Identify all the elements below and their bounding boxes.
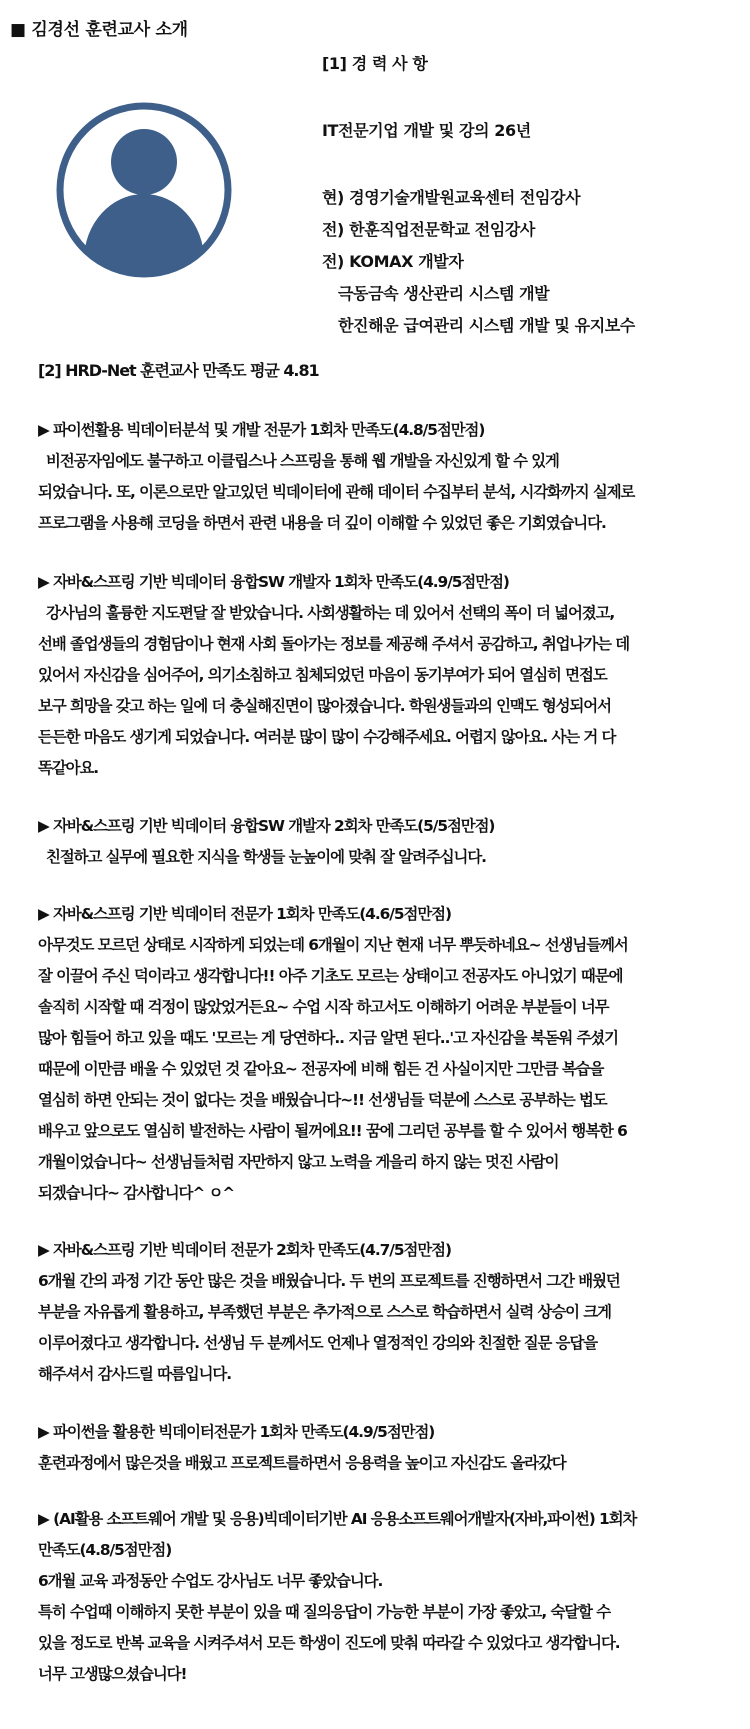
review-line: 있어서 자신감을 심어주어, 의기소침하고 침체되었던 마음이 동기부여가 되어 열심히 면접도 — [38, 666, 607, 684]
review-line: 든든한 마음도 생기게 되었습니다. 여러분 많이 많이 수강해주세요. 어렵지 않아요. 사는 거 다 — [38, 728, 616, 746]
review-line: 강사님의 훌륭한 지도편달 잘 받았습니다. 사회생활하는 데 있어서 선택의 폭이 더 넓어졌고, — [46, 604, 615, 622]
review-line: 친절하고 실무에 필요한 지식을 학생들 눈높이에 맞춰 잘 알려주십니다. — [46, 848, 486, 866]
review-line: 해주셔서 감사드릴 따름입니다. — [38, 1365, 232, 1383]
review-line: 때문에 이만큼 배울 수 있었던 것 같아요~ 전공자에 비해 힘든 건 사실이지만 그만큼 복습을 — [38, 1060, 604, 1078]
review-header: ▶ 자바&스프링 기반 빅데이터 전문가 2회차 만족도(4.7/5점만점) — [38, 1241, 451, 1259]
review-line: 훈련과정에서 많은것을 배웠고 프로젝트를하면서 응용력을 높이고 자신감도 올라갔다 — [38, 1454, 566, 1472]
review-line: 6개월 간의 과정 기간 동안 많은 것을 배웠습니다. 두 번의 프로젝트를 진행하면서 그간 배웠던 — [38, 1272, 620, 1290]
career-heading: [1] 경 력 사 항 — [322, 54, 428, 73]
review-header: ▶ 자바&스프링 기반 빅데이터 융합SW 개발자 2회차 만족도(5/5점만점) — [38, 817, 495, 835]
career-item: 현) 경영기술개발원교육센터 전임강사 — [322, 188, 581, 207]
review-line: 있을 정도로 반복 교육을 시켜주셔서 모든 학생이 진도에 맞춰 따라갈 수 있었다고 생각합니다. — [38, 1634, 620, 1652]
person-icon — [54, 100, 234, 280]
career-item: 전) KOMAX 개발자 — [322, 252, 464, 271]
review-header: ▶ (AI활용 소프트웨어 개발 및 응용)빅데이터기반 AI 응용소프트웨어개발자(자바,파이썬) 1회차 — [38, 1510, 637, 1528]
review-line: 특히 수업때 이해하지 못한 부분이 있을 때 질의응답이 가능한 부분이 가장 좋았고, 숙달할 수 — [38, 1603, 611, 1621]
review-line: 많아 힘들어 하고 있을 때도 '모르는 게 당연하다.. 지금 알면 된다..'고 자신감을 북돋워 주셨기 — [38, 1029, 618, 1047]
review-line: 보구 희망을 갖고 하는 일에 더 충실해진면이 많아졌습니다. 학원생들과의 인맥도 형성되어서 — [38, 697, 611, 715]
review-line: 배우고 앞으로도 열심히 발전하는 사람이 될꺼에요!! 꿈에 그리던 공부를 할 수 있어서 행복한 6 — [38, 1122, 627, 1140]
career-subitem: 극동금속 생산관리 시스템 개발 — [338, 284, 550, 303]
review-line: 선배 졸업생들의 경험담이나 현재 사회 돌아가는 정보를 제공해 주셔서 공감하고, 취업나가는 데 — [38, 635, 630, 653]
review-line: 똑같아요. — [38, 759, 99, 777]
review-line: 부분을 자유롭게 활용하고, 부족했던 부분은 추가적으로 스스로 학습하면서 실력 상승이 크게 — [38, 1303, 611, 1321]
review-line: 너무 고생많으셨습니다! — [38, 1665, 187, 1683]
career-subitem: 한진해운 급여관리 시스템 개발 및 유지보수 — [338, 316, 635, 335]
review-line: 아무것도 모르던 상태로 시작하게 되었는데 6개월이 지난 현재 너무 뿌듯하네요~ 선생님들께서 — [38, 936, 628, 954]
review-line: 되겠습니다~ 감사합니다^ ㅇ^ — [38, 1184, 235, 1202]
review-header: ▶ 자바&스프링 기반 빅데이터 융합SW 개발자 1회차 만족도(4.9/5점만점) — [38, 573, 509, 591]
review-line: 잘 이끌어 주신 덕이라고 생각합니다!! 아주 기초도 모르는 상태이고 전공자도 아니었기 때문에 — [38, 967, 623, 985]
review-line: 프로그램을 사용해 코딩을 하면서 관련 내용을 더 깊이 이해할 수 있었던 좋은 기회였습니다. — [38, 514, 606, 532]
review-header: ▶ 파이썬을 활용한 빅데이터전문가 1회차 만족도(4.9/5점만점) — [38, 1423, 435, 1441]
review-line: 비전공자임에도 불구하고 이클립스나 스프링을 통해 웹 개발을 자신있게 할 수 있게 — [46, 452, 559, 470]
review-line: 열심히 하면 안되는 것이 없다는 것을 배웠습니다~!! 선생님들 덕분에 스스로 공부하는 법도 — [38, 1091, 607, 1109]
career-item: 전) 한훈직업전문학교 전임강사 — [322, 220, 535, 239]
review-header: ▶ 파이썬활용 빅데이터분석 및 개발 전문가 1회차 만족도(4.8/5점만점) — [38, 421, 485, 439]
review-header: ▶ 자바&스프링 기반 빅데이터 전문가 1회차 만족도(4.6/5점만점) — [38, 905, 451, 923]
review-line: 이루어졌다고 생각합니다. 선생님 두 분께서도 언제나 열정적인 강의와 친절한 질문 응답을 — [38, 1334, 598, 1352]
satisfaction-heading: [2] HRD-Net 훈련교사 만족도 평균 4.81 — [38, 361, 319, 380]
review-line: 되었습니다. 또, 이론으로만 알고있던 빅데이터에 관해 데이터 수집부터 분석, 시각화까지 실제로 — [38, 483, 635, 501]
career-summary: IT전문기업 개발 및 강의 26년 — [322, 121, 531, 140]
page-title: ■ 김경선 훈련교사 소개 — [10, 20, 188, 40]
review-line: 만족도(4.8/5점만점) — [38, 1541, 172, 1559]
review-line: 개월이었습니다~ 선생님들처럼 자만하지 않고 노력을 게을리 하지 않는 멋진 사람이 — [38, 1153, 559, 1171]
review-line: 6개월 교육 과정동안 수업도 강사님도 너무 좋았습니다. — [38, 1572, 383, 1590]
review-line: 솔직히 시작할 때 걱정이 많았었거든요~ 수업 시작 하고서도 이해하기 어려운 부분들이 너무 — [38, 998, 609, 1016]
